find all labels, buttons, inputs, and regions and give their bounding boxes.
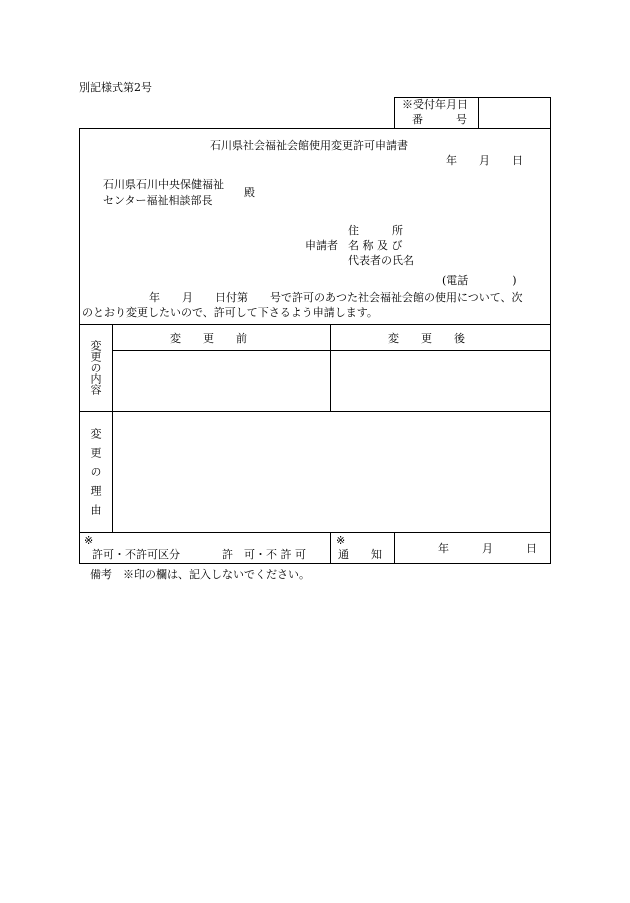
change-content-label: 変更の内容 (89, 340, 102, 395)
permit-choice[interactable]: 許 可・不 許 可 (222, 548, 306, 561)
reason-field[interactable] (113, 412, 549, 531)
addressee-line2: センター福祉相談部長 (103, 194, 213, 207)
footnote: 備考 ※印の欄は、記入しないでください。 (90, 568, 310, 581)
form-title: 石川県社会福祉会館使用変更許可申請書 (210, 139, 408, 152)
form-left-border (79, 128, 80, 564)
body-text-line1: 年 月 日付第 号で許可のあつた社会福祉会館の使用について、次 (149, 291, 523, 304)
addressee-honorific: 殿 (244, 186, 255, 199)
bottom-mark2: ※ (336, 534, 346, 547)
form-right-border (550, 97, 551, 564)
after-header: 変 更 後 (388, 332, 465, 345)
bottom-row-divider2 (394, 532, 395, 564)
reception-value-field[interactable] (479, 98, 550, 127)
applicant-label: 申請者 (305, 239, 338, 252)
reception-box-left-border (394, 97, 395, 128)
after-field[interactable] (331, 351, 549, 410)
reception-date-label: ※受付年月日 (402, 98, 468, 111)
applicant-address-label: 住 所 (348, 224, 403, 237)
form-number: 別記様式第2号 (79, 81, 152, 94)
notice-date[interactable]: 年 月 日 (438, 542, 537, 555)
body-text-line2: のとおり変更したいので、許可して下さるよう申請します。 (82, 306, 378, 319)
applicant-name-label: 名 称 及 び (348, 239, 403, 252)
applicant-phone[interactable]: (電話 ) (442, 274, 517, 287)
change-reason-label: 変更の理由 (89, 428, 102, 523)
form-top-border (79, 128, 551, 129)
bottom-row-divider1 (330, 532, 331, 564)
form-bottom-border (79, 563, 551, 564)
permit-category-label: 許可・不許可区分 (92, 548, 180, 561)
before-header: 変 更 前 (170, 332, 247, 345)
applicant-representative-label: 代表者の氏名 (348, 254, 414, 267)
application-date[interactable]: 年 月 日 (446, 154, 523, 167)
reception-number-label: 番 号 (412, 113, 467, 126)
bottom-row-border (79, 532, 551, 533)
section-divider-content (79, 324, 551, 325)
before-field[interactable] (113, 351, 329, 410)
bottom-mark1: ※ (84, 534, 94, 547)
notice-label: 通 知 (338, 548, 382, 561)
addressee-line1: 石川県石川中央保健福祉 (103, 178, 224, 191)
